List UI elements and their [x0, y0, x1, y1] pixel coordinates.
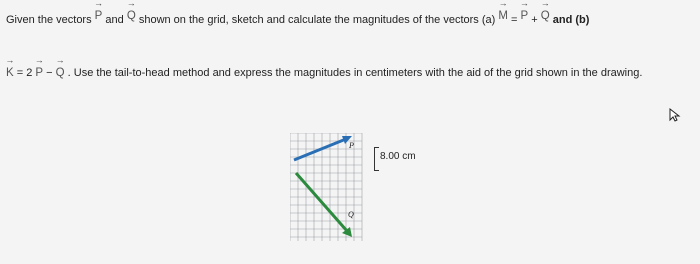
vector-k: → K [5, 55, 15, 79]
minus-sign: − [46, 67, 53, 79]
vector-grid-figure [290, 133, 370, 241]
vector-p: → P [34, 55, 44, 79]
equals-two: = 2 [16, 67, 33, 79]
problem-text: and (b) [552, 14, 590, 26]
equals-sign: = [511, 14, 518, 26]
vector-p-arrow [294, 136, 352, 160]
vector-m: → M [498, 0, 508, 22]
problem-text: and [105, 14, 124, 26]
problem-text: shown on the grid, sketch and calculate the magnitudes of the vectors (a) [138, 14, 496, 26]
scale-bracket [374, 147, 379, 171]
problem-line-1 [6, 0, 590, 26]
vector-p: → P [93, 0, 103, 22]
pointer-cursor-icon [668, 108, 682, 122]
scale-label: 8.00 cm [380, 151, 416, 162]
problem-line-2 [5, 55, 643, 79]
vector-q: → Q [540, 0, 550, 22]
problem-text: Given the vectors [6, 14, 92, 26]
problem-text: . Use the tail-to-head method and express the magnitudes in centimeters with the aid of the grid shown in the drawing. [67, 67, 643, 79]
vector-p-label: P [349, 141, 354, 150]
vector-q: → Q [126, 0, 136, 22]
vector-q-label: Q [348, 210, 354, 219]
vector-p: → P [519, 0, 529, 22]
vector-q: → Q [55, 55, 65, 79]
plus-sign: + [531, 14, 538, 26]
